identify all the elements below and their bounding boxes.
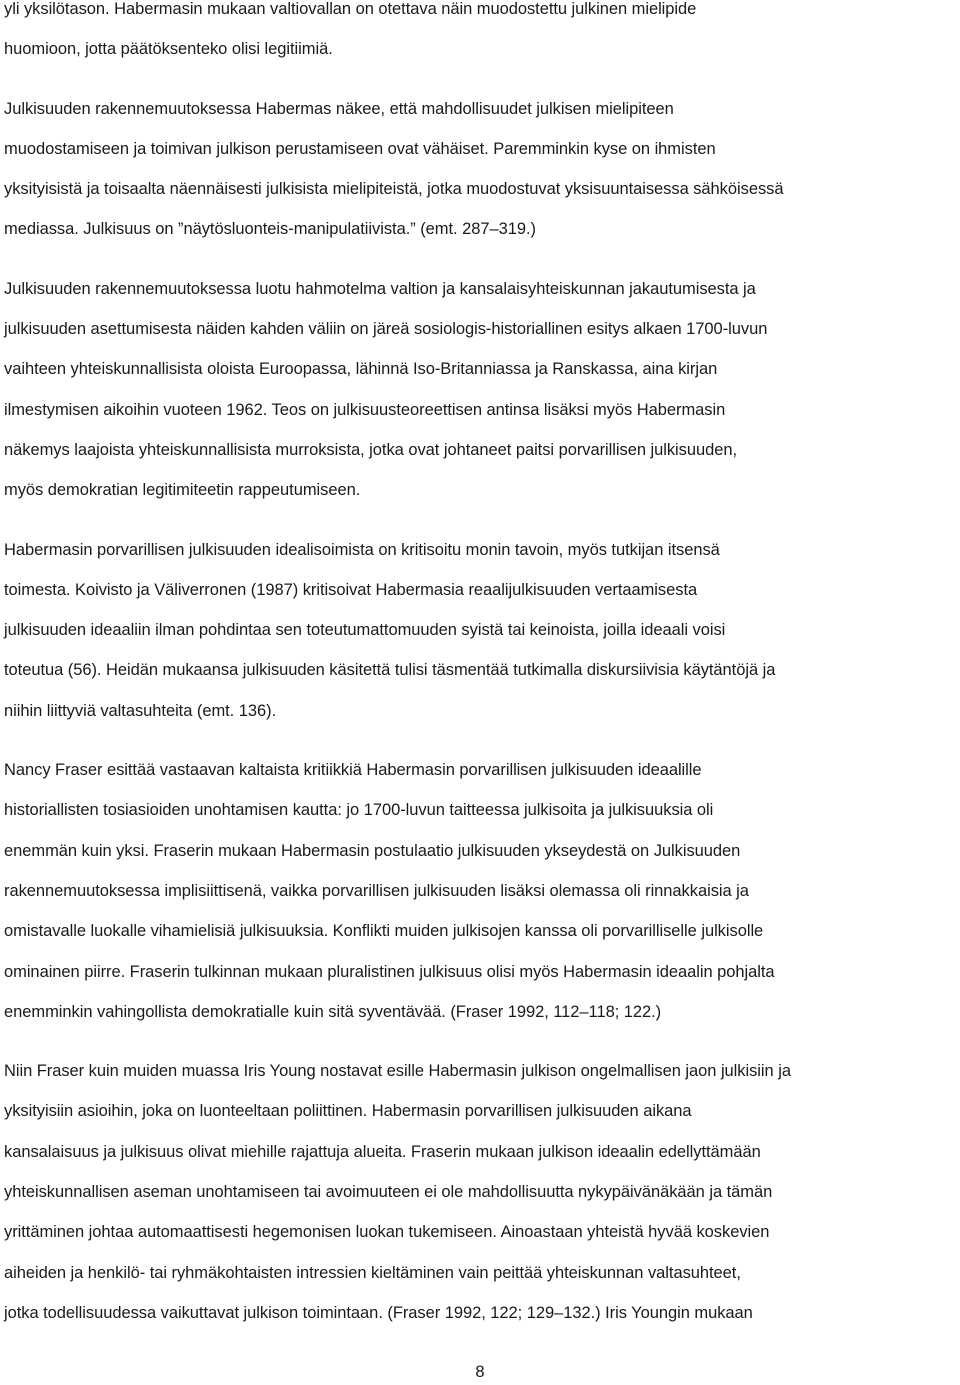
text-line: ominainen piirre. Fraserin tulkinnan mukaan pluralistinen julkisuus olisi myös Habermasin ideaalin pohjalta — [4, 962, 775, 981]
text-line: toimesta. Koivisto ja Väliverronen (1987) kritisoivat Habermasia reaalijulkisuuden vertaamisesta — [4, 580, 698, 599]
text-line: yrittäminen johtaa automaattisesti hegemonisen luokan tukemiseen. Ainoastaan yhteistä hyvää koskevien — [4, 1223, 770, 1242]
text-line: Habermasin porvarillisen julkisuuden idealisoimista on kritisoitu monin tavoin, myös tutkijan itsensä — [4, 540, 720, 559]
paragraph-6 — [4, 1051, 956, 1333]
text-line: aiheiden ja henkilö- tai ryhmäkohtaisten intressien kieltäminen vain peittää yhteiskunnan valtasuhteet, — [4, 1263, 741, 1282]
text-line: niihin liittyviä valtasuhteita (emt. 136). — [4, 701, 277, 720]
paragraph-1 — [4, 0, 956, 70]
body-text — [4, 0, 956, 1352]
text-line: Nancy Fraser esittää vastaavan kaltaista kritiikkiä Habermasin porvarillisen julkisuuden ideaalille — [4, 761, 702, 780]
text-line: Julkisuuden rakennemuutoksessa Habermas näkee, että mahdollisuudet julkisen mielipiteen — [4, 99, 674, 118]
page-number: 8 — [475, 1363, 485, 1381]
text-line: yksityisistä ja toisaalta näennäisesti julkisista mielipiteistä, jotka muodostuvat yksisuuntaisessa sähköisessä — [4, 180, 784, 199]
text-line: jotka todellisuudessa vaikuttavat julkison toimintaan. (Fraser 1992, 122; 129‒132.) Iris Youngin mukaan — [4, 1303, 753, 1322]
text-line: Niin Fraser kuin muiden muassa Iris Young nostavat esille Habermasin julkison ongelmallisen jaon julkisiin ja — [4, 1062, 791, 1081]
text-line: vaihteen yhteiskunnallisista oloista Euroopassa, lähinnä Iso-Britanniassa ja Ranskassa, aina kirjan — [4, 360, 718, 379]
text-line: julkisuuden asettumisesta näiden kahden väliin on järeä sosiologis-historiallinen esitys alkaen 1700-luvun — [4, 320, 768, 339]
paragraph-3 — [4, 269, 956, 511]
text-line: yksityisiin asioihin, joka on luonteeltaan poliittinen. Habermasin porvarillisen julkisuuden aikana — [4, 1102, 692, 1121]
text-line: yli yksilötason. Habermasin mukaan valtiovallan on otettava näin muodostettu julkinen mielipide — [4, 0, 697, 18]
text-line: yhteiskunnallisen aseman unohtamiseen tai avoimuuteen ei ole mahdollisuutta nykypäivänäkään ja tämän — [4, 1183, 773, 1202]
text-line: Julkisuuden rakennemuutoksessa luotu hahmotelma valtion ja kansalaisyhteiskunnan jakautumisesta ja — [4, 279, 756, 298]
text-line: rakennemuutoksessa implisiittisenä, vaikka porvarillisen julkisuuden lisäksi olemassa oli rinnakkaisia ja — [4, 881, 749, 900]
text-line: toteutua (56). Heidän mukaansa julkisuuden käsitettä tulisi täsmentää tutkimalla diskursiivisia käytäntöjä ja — [4, 661, 776, 680]
text-line: enemminkin vahingollista demokratialle kuin sitä syventävää. (Fraser 1992, 112‒118; 122.) — [4, 1002, 662, 1021]
paragraph-4 — [4, 530, 956, 731]
text-line: mediassa. Julkisuus on ”näytösluonteis-manipulatiivista.” (emt. 287‒319.) — [4, 220, 536, 239]
text-line: historiallisten tosiasioiden unohtamisen kautta: jo 1700-luvun taitteessa julkisoita ja julkisuuksia oli — [4, 801, 714, 820]
text-line: kansalaisuus ja julkisuus olivat miehille rajattuja alueita. Fraserin mukaan julkison ideaalin edellyttämään — [4, 1142, 761, 1161]
text-line: näkemys laajoista yhteiskunnallisista murroksista, jotka ovat johtaneet paitsi porvarillisen julkisuuden, — [4, 440, 738, 459]
text-line: enemmän kuin yksi. Fraserin mukaan Habermasin postulaatio julkisuuden ykseydestä on Julkisuuden — [4, 841, 741, 860]
text-line: omistavalle luokalle vihamielisiä julkisuuksia. Konflikti muiden julkisojen kanssa oli porvarilliselle julkisolle — [4, 922, 764, 941]
text-line: julkisuuden ideaaliin ilman pohdintaa sen toteutumattomuuden syistä tai keinoista, joilla ideaali voisi — [4, 621, 726, 640]
paragraph-5 — [4, 750, 956, 1032]
text-line: huomioon, jotta päätöksenteko olisi legitiimiä. — [4, 40, 333, 59]
paragraph-2 — [4, 89, 956, 250]
text-line: muodostamiseen ja toimivan julkison perustamiseen ovat vähäiset. Paremminkin kyse on ihmisten — [4, 139, 716, 158]
text-line: myös demokratian legitimiteetin rappeutumiseen. — [4, 481, 361, 500]
text-line: ilmestymisen aikoihin vuoteen 1962. Teos on julkisuusteoreettisen antinsa lisäksi myös Habermasin — [4, 400, 726, 419]
